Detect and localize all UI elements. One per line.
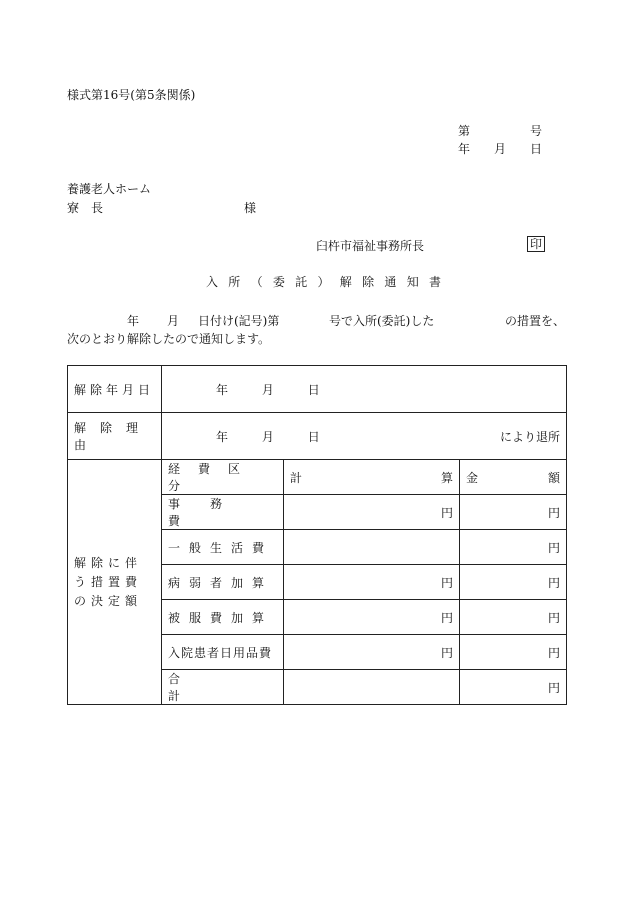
body-line2: 次のとおり解除したので通知します。 — [67, 332, 271, 346]
item-label: 一般生活費 — [162, 530, 284, 565]
release-day: 日 — [307, 382, 320, 397]
release-date-label: 解除年月日 — [68, 366, 162, 413]
item-amount: 円 — [460, 495, 567, 530]
header-amount: 金 額 — [460, 460, 567, 495]
sender-name: 臼杵市福祉事務所長 — [316, 239, 425, 253]
item-total — [284, 530, 460, 565]
recipient-honorific: 様 — [244, 201, 257, 215]
header-total: 計 算 — [284, 460, 460, 495]
document-title: 入所（委託）解除通知書 — [206, 275, 452, 289]
body-date-ref: 日付け(記号)第 — [198, 314, 280, 328]
seal-mark: 印 — [527, 236, 545, 252]
total-amount: 円 — [460, 670, 567, 705]
reason-suffix: により退所 — [500, 429, 561, 444]
row-release-reason — [68, 413, 567, 460]
row-release-date — [68, 366, 567, 413]
item-amount: 円 — [460, 530, 567, 565]
date-year: 年 — [458, 142, 471, 156]
item-total: 円 — [284, 565, 460, 600]
doc-no-prefix: 第 — [458, 124, 471, 138]
item-label: 病弱者加算 — [162, 565, 284, 600]
release-date-value — [162, 366, 567, 413]
total-total — [284, 670, 460, 705]
expense-section-label: 解除に伴う措置費の決定額 — [68, 460, 162, 705]
item-total: 円 — [284, 635, 460, 670]
total-label: 合計 — [162, 670, 284, 705]
release-year: 年 — [216, 382, 229, 397]
item-amount: 円 — [460, 635, 567, 670]
reason-year: 年 — [216, 429, 229, 444]
body-year: 年 — [127, 314, 140, 328]
date-month: 月 — [494, 142, 507, 156]
row-headers — [68, 460, 567, 495]
body-month: 月 — [167, 314, 180, 328]
release-month: 月 — [261, 382, 274, 397]
item-total: 円 — [284, 600, 460, 635]
body-number: 号で入所(委託)した — [329, 314, 435, 328]
doc-no-suffix: 号 — [530, 124, 543, 138]
recipient-title: 寮 長 — [67, 201, 104, 215]
item-label: 事務費 — [162, 495, 284, 530]
item-amount: 円 — [460, 565, 567, 600]
reason-day: 日 — [307, 429, 320, 444]
reason-month: 月 — [261, 429, 274, 444]
item-total: 円 — [284, 495, 460, 530]
item-label: 入院患者日用品費 — [162, 635, 284, 670]
recipient-facility: 養護老人ホーム — [67, 182, 152, 196]
item-amount: 円 — [460, 600, 567, 635]
date-day: 日 — [530, 142, 543, 156]
settlement-table — [67, 365, 567, 705]
form-number: 様式第16号(第5条関係) — [67, 88, 196, 102]
release-reason-label: 解除理由 — [68, 413, 162, 460]
item-label: 被服費加算 — [162, 600, 284, 635]
body-tail: の措置を、 — [505, 314, 566, 328]
header-category: 経費区分 — [162, 460, 284, 495]
release-reason-value — [162, 413, 567, 460]
